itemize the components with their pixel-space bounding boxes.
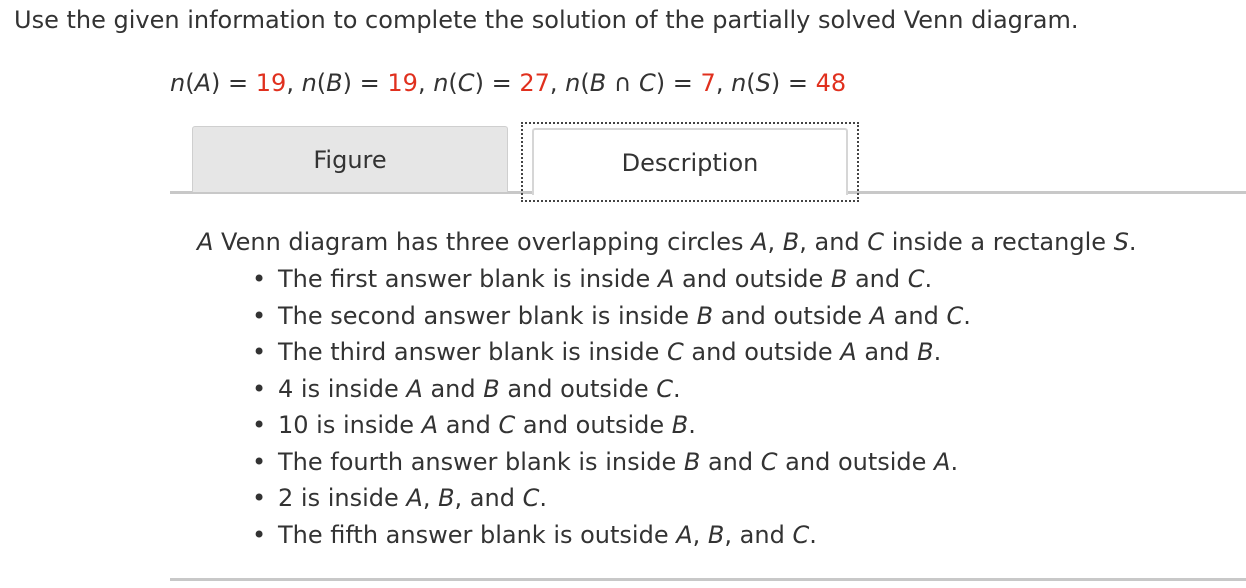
tab-description-label: Description (621, 148, 759, 177)
list-item-text: 4 is inside A and B and outside C. (278, 374, 681, 403)
list-item-text: The first answer blank is inside A and outside B and C. (278, 265, 933, 293)
given-nS-value: 48 (815, 69, 847, 97)
given-nS-label: n(S) (731, 69, 781, 97)
given-nBC-label: n(B ∩ C) (565, 69, 666, 97)
bullet-icon: • (252, 484, 267, 512)
bullet-icon: • (252, 374, 267, 403)
list-item-text: The fifth answer blank is outside A, B, and C. (278, 520, 817, 549)
bullet-icon: • (252, 265, 267, 293)
list-item-text: The fourth answer blank is inside B and C and outside A. (278, 447, 959, 476)
list-item (250, 263, 971, 300)
list-item (250, 482, 971, 519)
given-nA-value: 19 (255, 69, 287, 97)
bottom-divider (170, 578, 1246, 581)
given-nBC-value: 7 (700, 69, 716, 97)
instruction-text: Use the given information to complete the solution of the partially solved Venn diagram. (14, 6, 1079, 34)
list-item (250, 300, 971, 337)
given-nC-label: n(C) (433, 69, 484, 97)
list-item (250, 446, 971, 483)
tab-description[interactable] (532, 128, 848, 195)
list-item-text: 10 is inside A and C and outside B. (278, 411, 696, 439)
tab-figure-label: Figure (313, 145, 387, 174)
list-item (250, 336, 971, 373)
description-intro (197, 226, 1137, 258)
list-item (250, 409, 971, 446)
list-item (250, 373, 971, 410)
list-item-text: 2 is inside A, B, and C. (278, 484, 547, 512)
tab-figure[interactable] (192, 126, 508, 192)
given-nB-label: n(B) (301, 69, 353, 97)
bullet-icon: • (252, 447, 267, 476)
bullet-icon: • (252, 338, 267, 366)
description-list (250, 263, 971, 555)
bullet-icon: • (252, 520, 267, 549)
list-item-text: The third answer blank is inside C and outside A and B. (278, 338, 942, 366)
given-values: n(A) = 19, n(B) = 19, n(C) = 27, n(B ∩ C) = 7, n(S) = 48 (170, 69, 847, 97)
list-item-text: The second answer blank is inside B and outside A and C. (278, 301, 971, 330)
list-item (250, 519, 971, 556)
bullet-icon: • (252, 411, 267, 439)
given-nA-label: n(A) (170, 69, 221, 97)
given-nC-value: 27 (519, 69, 550, 97)
bullet-icon: • (252, 301, 267, 330)
given-nB-value: 19 (387, 69, 418, 97)
description-intro-text: A Venn diagram has three overlapping circles A, B, and C inside a rectangle S. (197, 228, 1137, 256)
tab-bar (170, 124, 1246, 194)
